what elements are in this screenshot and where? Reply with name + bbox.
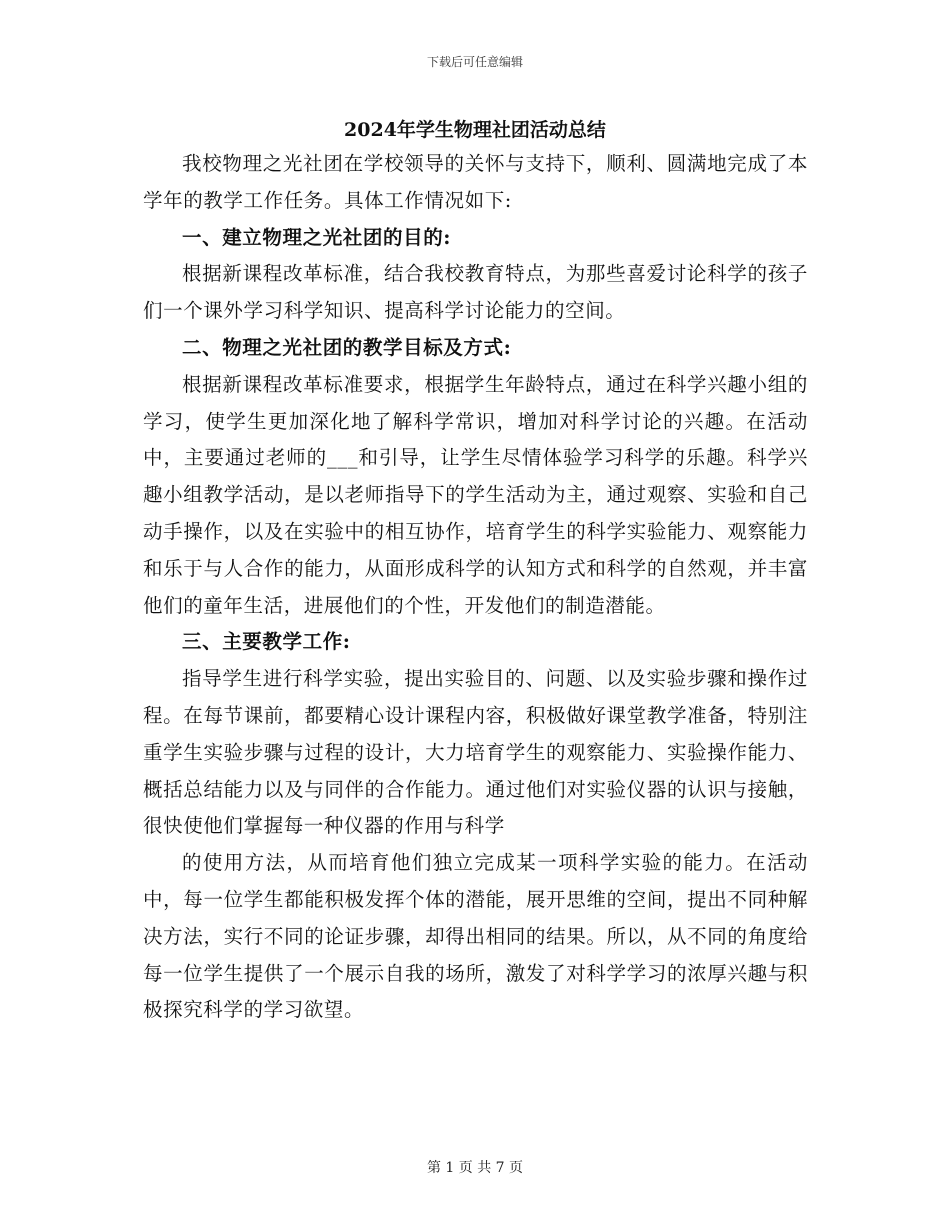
section-paragraph: 根据新课程改革标准要求，根据学生年龄特点，通过在科学兴趣小组的学习，使学生更加深化地了解科学常识，增加对科学讨论的兴趣。在活动中，主要通过老师的___和引导，让学生尽情体验学习科学的乐趣。科学兴趣小组教学活动，是以老师指导下的学生活动为主，通过观察、实验和自己动手操作，以及在实验中的相互协作，培育学生的科学实验能力、观察能力和乐于与人合作的能力，从面形成科学的认知方式和科学的自然观，并丰富他们的童年生活，进展他们的个性，开发他们的制造潜能。 [143,372,808,617]
section-heading-goals: 二、物理之光社团的教学目标及方式: [182,335,512,359]
section-paragraph: 根据新课程改革标准，结合我校教育特点，为那些喜爱讨论科学的孩子们一个课外学习科学知识、提高科学讨论能力的空间。 [143,262,808,323]
section-heading-purpose: 一、建立物理之光社团的目的: [182,225,452,249]
section-paragraph: 的使用方法，从而培育他们独立完成某一项科学实验的能力。在活动中，每一位学生都能积极发挥个体的潜能，展开思维的空间，提出不同种解决方法，实行不同的论证步骤，却得出相同的结果。所以，从不同的角度给每一位学生提供了一个展示自我的场所，激发了对科学学习的浓厚兴趣与积极探究科学的学习欲望。 [143,851,808,1022]
section-paragraph: 指导学生进行科学实验，提出实验目的、问题、以及实验步骤和操作过程。在每节课前，都要精心设计课程内容，积极做好课堂教学准备，特别注重学生实验步骤与过程的设计，大力培育学生的观察能力、实验操作能力、概括总结能力以及与同伴的合作能力。通过他们对实验仪器的认识与接触，很快使他们掌握每一种仪器的作用与科学 [143,667,808,838]
document-body [143,146,808,1029]
page-number-footer: 第 1 页 共 7 页 [426,1160,524,1176]
document-title: 2024年学生物理社团活动总结 [344,119,606,141]
intro-paragraph: 我校物理之光社团在学校领导的关怀与支持下，顺利、圆满地完成了本学年的教学工作任务。具体工作情况如下: [143,152,808,212]
page-header-note: 下载后可任意编辑 [426,55,523,69]
section-heading-work: 三、主要教学工作: [182,630,351,654]
